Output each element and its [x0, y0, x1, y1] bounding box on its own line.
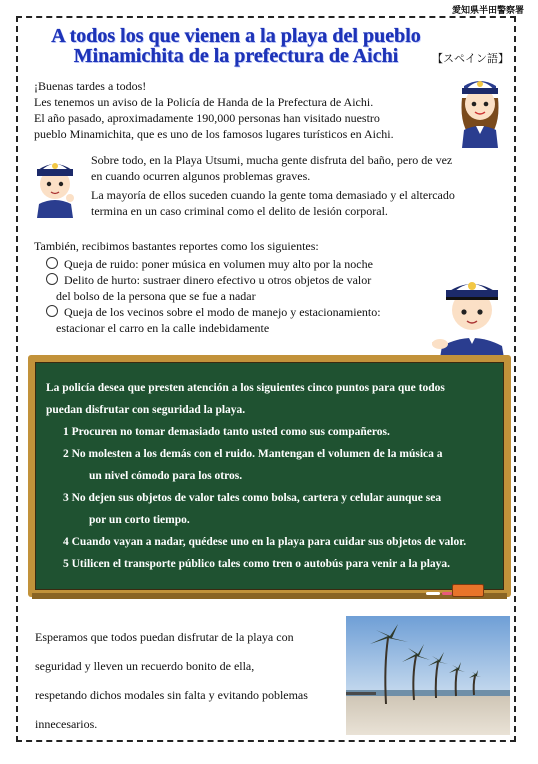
reports-list: También, recibimos bastantes reportes como los siguientes: Queja de ruido: poner música en volumen muy alto por la noche Delito de hurto: sustraer dinero efectivo u otros objetos de valor del bolso de la persona que se fue a nadar Queja de los vecinos sobre el modo de manejo y estacionamiento: estacionar el carro en la calle indebidamente	[34, 238, 434, 336]
male-officer-illustration	[30, 152, 80, 218]
chalkboard-surface	[35, 362, 504, 590]
report-item: Queja de los vecinos sobre el modo de manejo y estacionamiento: estacionar el carro en la calle indebidamente	[34, 304, 434, 336]
circle-bullet-icon	[46, 257, 58, 269]
pointing-officer-illustration	[428, 270, 514, 358]
closing-paragraph: Esperamos que todos puedan disfrutar de la playa con seguridad y lleven un recuerdo bonito de ella, respetando dichos modales sin falta y evitando poblemas innecesarios.	[35, 630, 308, 731]
chalkboard	[28, 355, 511, 597]
board-point: 3 No dejen sus objetos de valor tales como bolsa, cartera y celular aunque sea por un corto tiempo.	[63, 492, 442, 526]
chalk-icon	[426, 592, 440, 595]
report-item: Delito de hurto: sustraer dinero efectivo u otros objetos de valor del bolso de la persona que se fue a nadar	[34, 272, 434, 304]
language-tag: 【スペイン語】	[432, 52, 509, 65]
chalk-icon	[442, 592, 452, 595]
circle-bullet-icon	[46, 305, 58, 317]
eraser-icon	[452, 584, 484, 597]
page-title: A todos los que vienen a la playa del pueblo Minamichita de la prefectura de Aichi	[51, 25, 421, 67]
beach-photo	[346, 616, 510, 735]
board-points	[63, 421, 466, 575]
board-point: 4 Cuando vayan a nadar, quédese uno en la playa para cuidar sus objetos de valor.	[63, 536, 467, 548]
circle-bullet-icon	[46, 273, 58, 285]
intro-paragraph: ¡Buenas tardes a todos! Les tenemos un aviso de la Policía de Handa de la Prefectura de Aichi. El año pasado, aproximadamente 190,000 personas han visitado nuestro pueblo Minamichita, que es uno de los famosos lugares turísticos en Aichi.	[34, 79, 394, 141]
female-officer-illustration	[452, 68, 508, 148]
board-intro: La policía desea que presten atención a los siguientes cinco puntos para que todos puedan disfrutar con seguridad la playa.	[46, 382, 445, 416]
board-point: 2 No molesten a los demás con el ruido. Mantengan el volumen de la música a un nivel cómodo para los otros.	[63, 448, 443, 482]
board-point: 5 Utilicen el transporte público tales como tren o autobús para venir a la playa.	[63, 558, 451, 570]
problems-paragraph: Sobre todo, en la Playa Utsumi, mucha gente disfruta del baño, pero de vez en cuando ocurren algunos problemas graves. La mayoría de ellos suceden cuando la gente toma demasiado y el altercado termina en un caso criminal como el delito de lesión corporal.	[91, 153, 455, 218]
police-station-label: 愛知県半田警察署	[451, 6, 524, 16]
board-point: 1 Procuren no tomar demasiado tanto usted como sus compañeros.	[63, 426, 390, 438]
report-item: Queja de ruido: poner música en volumen muy alto por la noche	[34, 256, 434, 272]
